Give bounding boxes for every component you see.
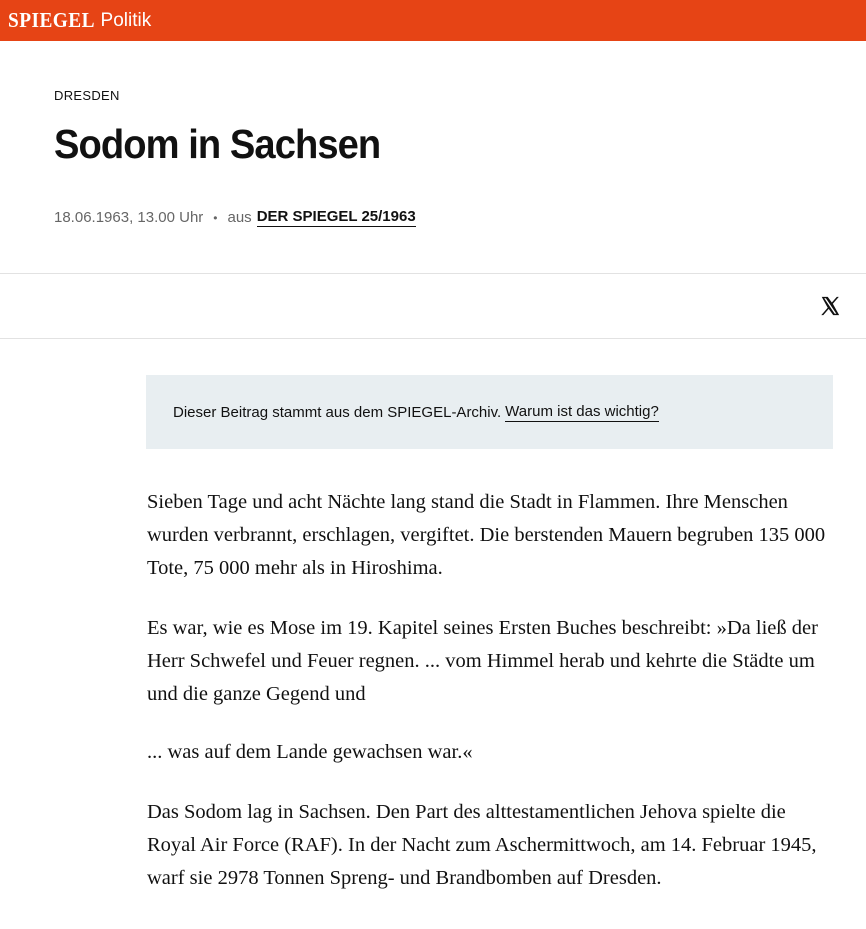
top-bar [0,0,866,41]
archive-notice-text: Dieser Beitrag stammt aus dem SPIEGEL-Archiv. [173,403,502,421]
article-meta [54,208,416,227]
spiegel-logo[interactable]: SPIEGEL [8,8,95,32]
divider-bottom [0,338,866,339]
article-title: Sodom in Sachsen [54,121,381,167]
why-important-link[interactable]: Warum ist das wichtig? [505,402,659,420]
meta-separator: • [213,210,218,225]
publish-date: 18.06.1963, 13.00 Uhr [54,209,204,226]
divider-top [0,273,866,274]
x-logo-icon [819,295,841,317]
article-paragraph: Sieben Tage und acht Nächte lang stand die Stadt in Flammen. Ihre Menschen wurden verbrannt, erschlagen, vergiftet. Die berstenden Mauern begruben 135 000 Tote, 75 000 mehr als in Hiroshima. [147,491,826,579]
article-kicker: DRESDEN [54,88,120,103]
share-x-button[interactable] [818,294,842,318]
archive-notice [146,375,833,449]
article-paragraph: Das Sodom lag in Sachsen. Den Part des alttestamentlichen Jehova spielte die Royal Air Force (RAF). In der Nacht zum Aschermittwoch, am 14. Februar 1945, warf sie 2978 Tonnen Spreng- und Brandbomben auf Dresden. [147,801,817,889]
issue-link[interactable]: DER SPIEGEL 25/1963 [256,208,416,225]
section-label[interactable]: Politik [100,10,152,31]
source-prefix: aus [227,209,252,226]
article-paragraph: Es war, wie es Mose im 19. Kapitel seines Ersten Buches beschreibt: »Da ließ der Herr Schwefel und Feuer regnen. ... vom Himmel herab und kehrte die Städte um und die ganze Gegend und [147,617,818,705]
article-paragraph: ... was auf dem Lande gewachsen war.« [147,741,473,763]
